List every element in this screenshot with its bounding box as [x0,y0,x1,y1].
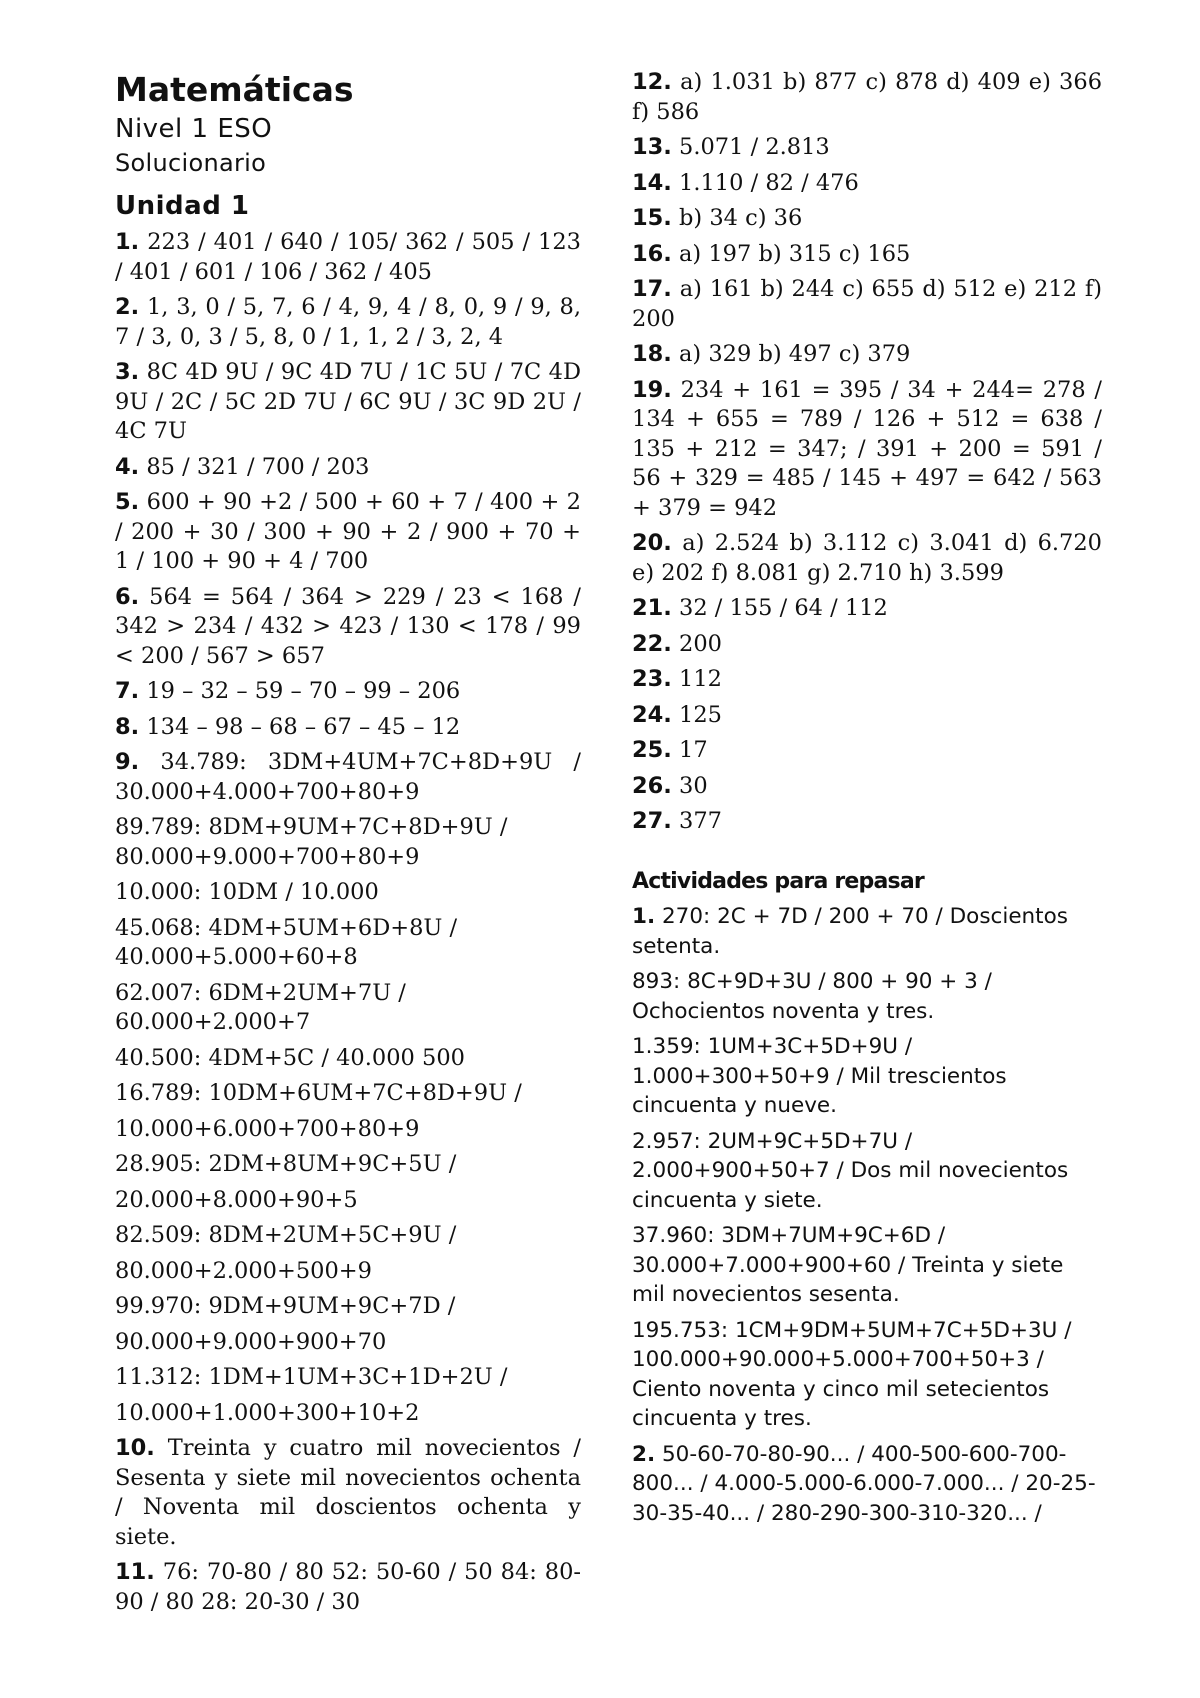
answer-text: 223 / 401 / 640 / 105/ 362 / 505 / 123 / 401 / 601 / 106 / 362 / 405 [115,229,582,285]
answer-text: a) 329 b) 497 c) 379 [679,341,911,367]
answer-continuation-line: 80.000+2.000+500+9 [115,1257,372,1284]
answer-item [632,133,1102,163]
review-item-1 [632,902,1102,1434]
review-item-number: 2. [632,1441,656,1467]
answer-number: 5. [115,489,140,515]
answer-number: 1. [115,229,140,255]
answer-item [115,1434,581,1552]
answer-continuation-line: 82.509: 8DM+2UM+5C+9U / [115,1222,457,1248]
answer-item [632,630,1102,660]
answer-text: 19 – 32 – 59 – 70 – 99 – 206 [146,678,461,704]
answer-text: 30 [679,772,708,799]
answer-text: a) 1.031 b) 877 c) 878 d) 409 e) 366 f) 586 [632,69,1103,125]
review-line-text: 893: 8C+9D+3U / 800 + 90 + 3 / Ochocientos noventa y tres. [632,969,992,1024]
answer-item [632,204,1102,234]
answer-continuation-line: 10.000+1.000+300+10+2 [115,1399,420,1426]
answer-continuation-line: 90.000+9.000+900+70 [115,1328,387,1355]
answer-item [632,529,1102,588]
review-line-text: 195.753: 1CM+9DM+5UM+7C+5D+3U / 100.000+90.000+5.000+700+50+3 / Ciento noventa y cinco mil setecientos cincuenta y tres. [632,1317,1072,1431]
answer-item [632,340,1102,370]
review-item-text: 50-60-70-80-90... / 400-500-600-700-800... / 4.000-5.000-6.000-7.000... / 20-25-30-35-40... / 280-290-300-310-320... / [632,1441,1096,1526]
answer-text: a) 197 b) 315 c) 165 [679,240,911,267]
answer-number: 11. [115,1559,155,1585]
answer-item [632,772,1102,802]
answer-item [632,736,1102,766]
document-subtitle: Solucionario [115,149,267,177]
answer-number: 12. [632,69,672,95]
document-title: Matemáticas [115,70,354,109]
answer-continuation-line: 10.000: 10DM / 10.000 [115,879,379,905]
answer-number: 23. [632,666,672,692]
answer-text: 112 [679,666,722,692]
answer-continuation-line: 40.500: 4DM+5C / 40.000 500 [115,1044,465,1071]
answer-number: 17. [632,276,672,302]
answer-number: 16. [632,240,672,267]
answer-number: 3. [115,359,140,385]
document-level: Nivel 1 ESO [115,114,273,144]
answer-number: 27. [632,808,672,834]
answer-item [632,275,1102,334]
answer-text: 1, 3, 0 / 5, 7, 6 / 4, 9, 4 / 8, 0, 9 / 9, 8, 7 / 3, 0, 3 / 5, 8, 0 / 1, 1, 2 / 3, 2, 4 [115,294,582,350]
answer-continuation-line: 16.789: 10DM+6UM+7C+8D+9U / [115,1080,522,1106]
answer-text: 200 [679,630,722,657]
answer-continuation-line: 89.789: 8DM+9UM+7C+8D+9U / 80.000+9.000+700+80+9 [115,814,508,870]
answer-number: 22. [632,630,672,657]
right-column [632,68,1102,1534]
answer-number: 20. [632,530,672,556]
answer-number: 9. [115,749,140,775]
answer-item [115,293,581,352]
answer-text: 8C 4D 9U / 9C 4D 7U / 1C 5U / 7C 4D 9U / 2C / 5C 2D 7U / 6C 9U / 3C 9D 2U / 4C 7U [115,359,581,444]
unit-heading: Unidad 1 [115,191,250,221]
answer-number: 14. [632,169,672,196]
answer-number: 15. [632,205,672,231]
answer-text: b) 34 c) 36 [679,205,803,231]
left-column [115,68,581,1623]
review-line [632,1221,1102,1310]
answer-item [115,488,581,577]
answer-continuation-line: 62.007: 6DM+2UM+7U / 60.000+2.000+7 [115,979,406,1035]
answer-item [115,1558,581,1617]
answer-number: 10. [115,1435,155,1461]
answer-item [115,748,581,807]
answer-number: 6. [115,583,140,610]
answer-text: 134 – 98 – 68 – 67 – 45 – 12 [146,713,461,740]
review-item-number: 1. [632,904,656,929]
right-answer-list [632,68,1102,837]
answer-number: 19. [632,376,672,403]
answer-text: a) 2.524 b) 3.112 c) 3.041 d) 6.720 e) 202 f) 8.081 g) 2.710 h) 3.599 [632,530,1102,586]
answer-item [632,701,1102,731]
answer-number: 8. [115,713,140,740]
answer-item [115,358,581,447]
review-line-text: 37.960: 3DM+7UM+9C+6D / 30.000+7.000+900+60 / Treinta y siete mil novecientos sesenta. [632,1223,1064,1307]
answer-text: 32 / 155 / 64 / 112 [679,595,888,621]
answer-text: 76: 70-80 / 80 52: 50-60 / 50 84: 80-90 / 80 28: 20-30 / 30 [115,1559,581,1615]
answer-continuation-line: 10.000+6.000+700+80+9 [115,1115,420,1142]
answer-item [632,240,1102,270]
answer-item [632,376,1102,524]
answer-item [632,665,1102,695]
answer-text: 17 [679,737,708,763]
left-continuation-list [115,813,581,1428]
answer-number: 26. [632,772,672,799]
left-answer-list-end [115,1434,581,1617]
answer-text: 234 + 161 = 395 / 34 + 244= 278 / 134 + 655 = 789 / 126 + 512 = 638 / 135 + 212 = 347; / 391 + 200 = 591 / 56 + 329 = 485 / 145 + 497 = 642 / 563 + 379 = 942 [632,376,1102,521]
review-line [632,1316,1102,1434]
answer-item [632,594,1102,624]
answer-item [115,228,581,287]
answer-number: 21. [632,595,672,621]
answer-item [115,677,581,707]
answer-text: 1.110 / 82 / 476 [679,169,859,196]
answer-number: 24. [632,701,672,728]
review-line-text: 2.957: 2UM+9C+5D+7U / 2.000+900+50+7 / Dos mil novecientos cincuenta y siete. [632,1128,1069,1213]
review-line-text: 270: 2C + 7D / 200 + 70 / Doscientos setenta. [632,904,1068,959]
answer-number: 4. [115,453,140,480]
answer-number: 13. [632,134,672,160]
review-line [632,967,1102,1026]
answer-number: 18. [632,341,672,367]
review-section-title: Actividades para repasar [632,868,924,894]
answer-text: 85 / 321 / 700 / 203 [146,453,370,480]
answer-text: 600 + 90 +2 / 500 + 60 + 7 / 400 + 2 / 200 + 30 / 300 + 90 + 2 / 900 + 70 + 1 / 100 + 90 + 4 / 700 [115,489,581,574]
answer-number: 25. [632,737,672,763]
answer-continuation-line: 11.312: 1DM+1UM+3C+1D+2U / [115,1364,508,1390]
answer-continuation-line: 45.068: 4DM+5UM+6D+8U / 40.000+5.000+60+8 [115,914,458,970]
answer-text: 5.071 / 2.813 [679,134,830,160]
answer-text: 34.789: 3DM+4UM+7C+8D+9U / 30.000+4.000+700+80+9 [115,749,582,805]
answer-item [632,68,1102,127]
left-answer-list [115,228,581,807]
review-line [632,1032,1102,1121]
review-line [632,902,1102,961]
answer-item [115,453,581,483]
answer-text: 377 [679,808,722,834]
answer-item [115,713,581,743]
answer-text: 125 [679,701,722,728]
answer-text: Treinta y cuatro mil novecientos / Sesenta y siete mil novecientos ochenta / Noventa mil doscientos ochenta y siete. [115,1435,581,1550]
answer-continuation-line: 20.000+8.000+90+5 [115,1186,358,1213]
answer-item [632,169,1102,199]
answer-continuation-line: 28.905: 2DM+8UM+9C+5U / [115,1151,457,1177]
answer-item [632,807,1102,837]
answer-number: 2. [115,294,140,320]
review-line-text: 1.359: 1UM+3C+5D+9U / 1.000+300+50+9 / Mil trescientos cincuenta y nueve. [632,1034,1007,1118]
answer-number: 7. [115,678,140,704]
answer-text: a) 161 b) 244 c) 655 d) 512 e) 212 f) 200 [632,276,1102,332]
answer-text: 564 = 564 / 364 > 229 / 23 < 168 / 342 > 234 / 432 > 423 / 130 < 178 / 99 < 200 / 567 > 657 [115,583,581,669]
answer-item [115,583,581,672]
review-item-2 [632,1440,1102,1529]
review-line [632,1127,1102,1216]
answer-continuation-line: 99.970: 9DM+9UM+9C+7D / [115,1293,456,1319]
